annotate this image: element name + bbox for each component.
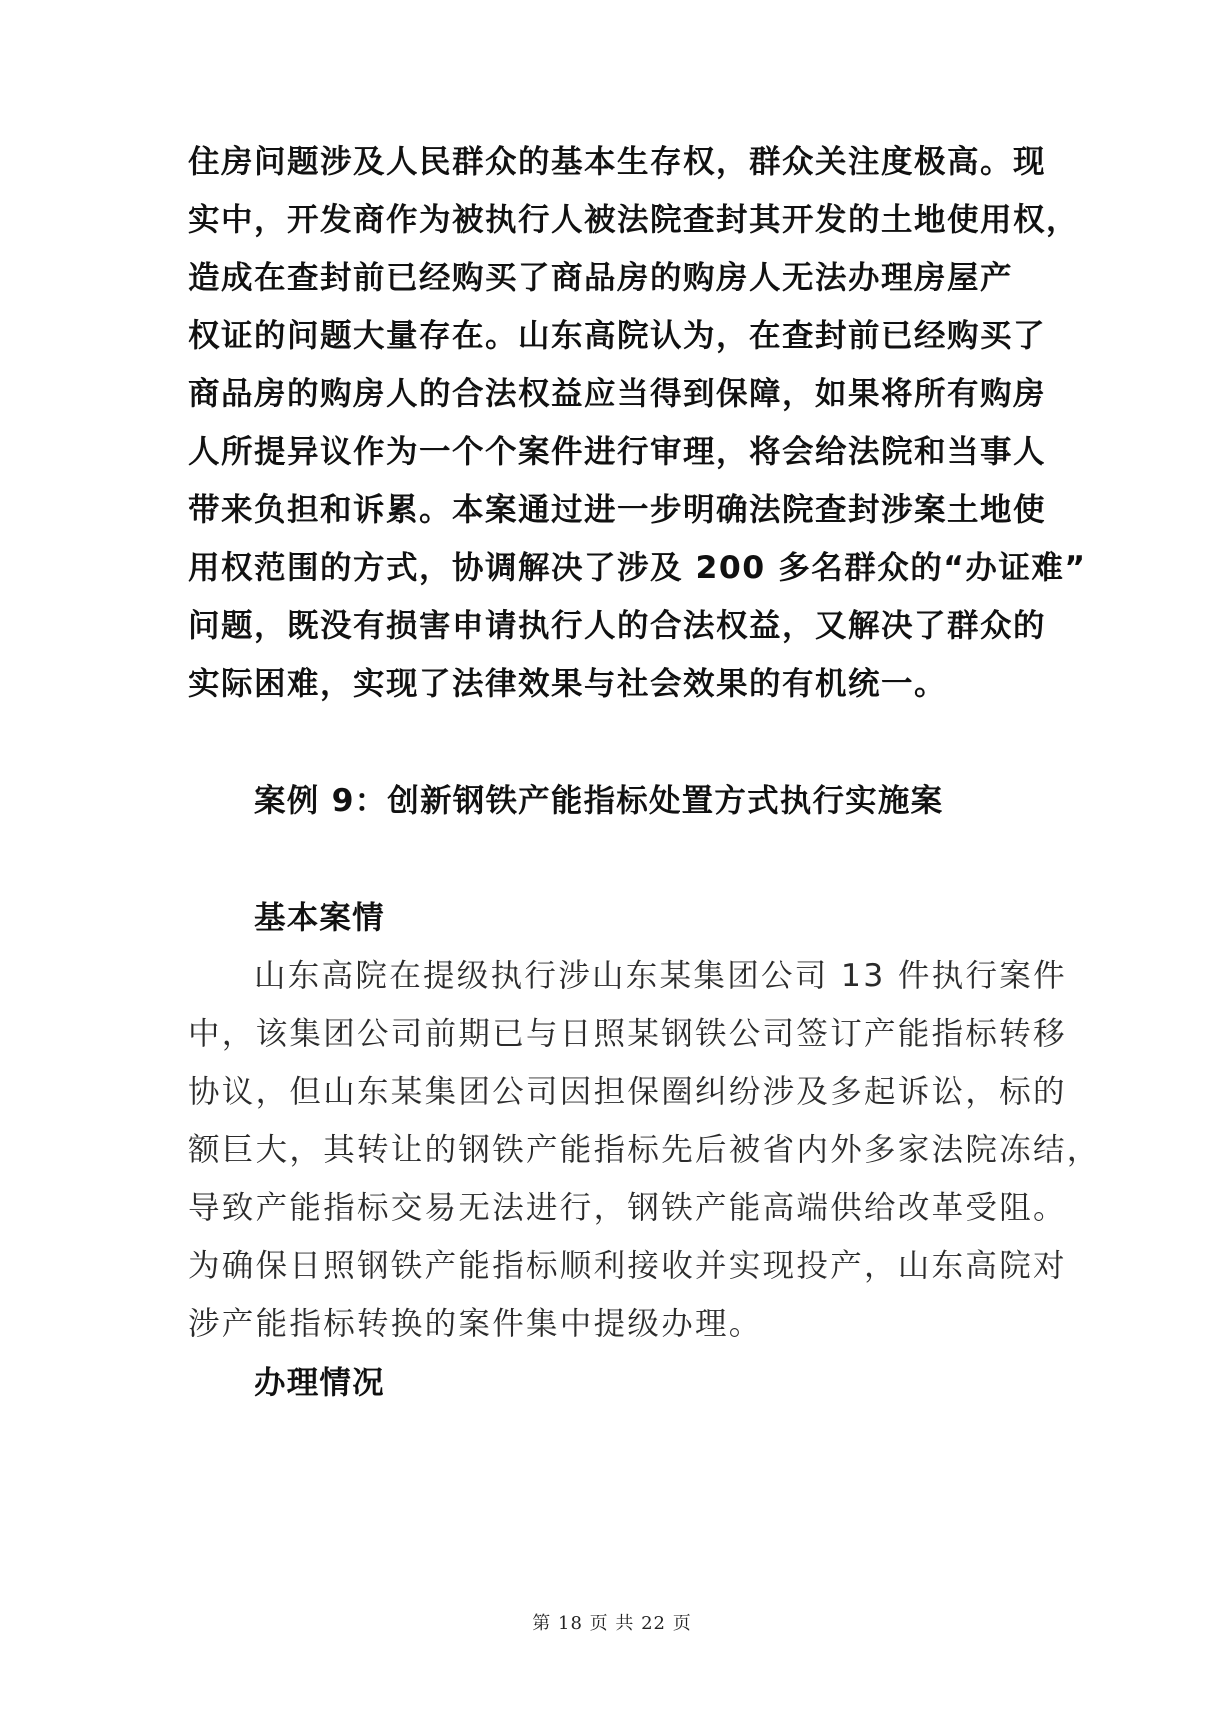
- commentary-line: 带来负担和诉累。本案通过进一步明确法院查封涉案土地使: [188, 492, 1047, 528]
- basic-facts-line: 额巨大，其转让的钢铁产能指标先后被省内外多家法院冻结，: [188, 1132, 1101, 1168]
- commentary-line: 住房问题涉及人民群众的基本生存权，群众关注度极高。现: [188, 144, 1047, 180]
- case-title: 案例 9：创新钢铁产能指标处置方式执行实施案: [254, 783, 944, 819]
- commentary-line: 造成在查封前已经购买了商品房的购房人无法办理房屋产: [188, 260, 1014, 296]
- basic-facts-line: 为确保日照钢铁产能指标顺利接收并实现投产，山东高院对: [188, 1248, 1067, 1284]
- commentary-line: 实际困难，实现了法律效果与社会效果的有机统一。: [188, 666, 948, 702]
- basic-facts-line: 导致产能指标交易无法进行，钢铁产能高端供给改革受阻。: [188, 1190, 1067, 1226]
- commentary-line: 权证的问题大量存在。山东高院认为，在查封前已经购买了: [188, 318, 1047, 354]
- commentary-line: 实中，开发商作为被执行人被法院查封其开发的土地使用权，: [188, 202, 1080, 238]
- basic-facts-line: 涉产能指标转换的案件集中提级办理。: [188, 1306, 763, 1342]
- basic-facts-line: 中，该集团公司前期已与日照某钢铁公司签订产能指标转移: [188, 1016, 1067, 1052]
- commentary-line: 问题，既没有损害申请执行人的合法权益，又解决了群众的: [188, 608, 1047, 644]
- commentary-line: 用权范围的方式，协调解决了涉及 200 多名群众的“办证难”: [188, 550, 1087, 586]
- commentary-line: 商品房的购房人的合法权益应当得到保障，如果将所有购房: [188, 376, 1047, 412]
- handling-heading: 办理情况: [254, 1365, 385, 1401]
- page-number: 第 18 页 共 22 页: [532, 1613, 692, 1634]
- basic-facts-heading: 基本案情: [254, 900, 385, 936]
- basic-facts-line: 山东高院在提级执行涉山东某集团公司 13 件执行案件: [254, 958, 1067, 994]
- commentary-line: 人所提异议作为一个个案件进行审理，将会给法院和当事人: [188, 434, 1047, 470]
- basic-facts-line: 协议，但山东某集团公司因担保圈纠纷涉及多起诉讼，标的: [188, 1074, 1067, 1110]
